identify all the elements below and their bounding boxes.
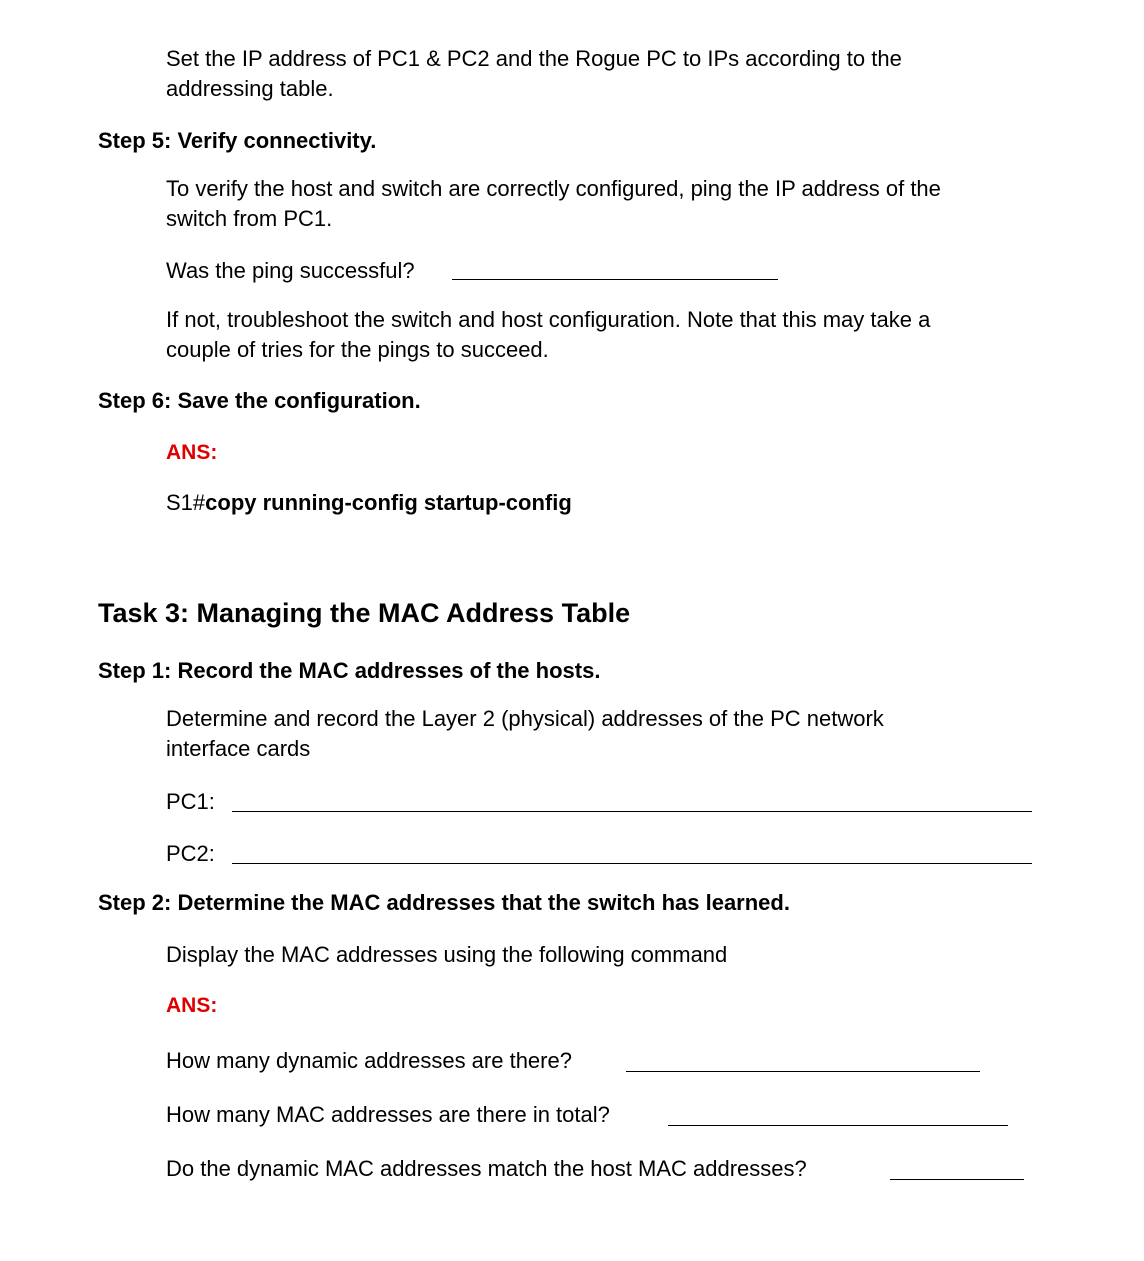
pc2-mac-blank[interactable] [232, 863, 1032, 864]
task3-step2-heading: Step 2: Determine the MAC addresses that the switch has learned. [98, 890, 790, 915]
task3-step1-heading: Step 1: Record the MAC addresses of the hosts. [98, 658, 601, 683]
mac-match-blank[interactable] [890, 1179, 1024, 1180]
ping-answer-blank[interactable] [452, 279, 778, 280]
dynamic-addresses-question: How many dynamic addresses are there? [166, 1048, 572, 1073]
step5-paragraph-line-2: switch from PC1. [166, 206, 333, 231]
mac-match-question: Do the dynamic MAC addresses match the host MAC addresses? [166, 1156, 807, 1181]
cli-command: copy running-config startup-config [205, 490, 572, 515]
pc2-mac-label: PC2: [166, 841, 215, 866]
ping-question: Was the ping successful? [166, 258, 415, 283]
pc1-mac-blank[interactable] [232, 811, 1032, 812]
step6-ans-label: ANS: [166, 441, 218, 464]
task3-step2-paragraph: Display the MAC addresses using the following command [166, 942, 728, 967]
step5-note-line-2: couple of tries for the pings to succeed. [166, 337, 549, 362]
dynamic-addresses-blank[interactable] [626, 1071, 980, 1072]
step5-paragraph-line-1: To verify the host and switch are correctly configured, ping the IP address of the [166, 176, 941, 201]
task3-step1-paragraph-line-2: interface cards [166, 736, 311, 761]
step6-heading: Step 6: Save the configuration. [98, 388, 421, 413]
intro-line-1: Set the IP address of PC1 & PC2 and the Rogue PC to IPs according to the [166, 46, 902, 71]
pc1-mac-label: PC1: [166, 789, 215, 814]
cli-prompt: S1# [166, 490, 206, 515]
total-mac-blank[interactable] [668, 1125, 1008, 1126]
step5-heading: Step 5: Verify connectivity. [98, 128, 377, 153]
total-mac-question: How many MAC addresses are there in total? [166, 1102, 610, 1127]
task3-step1-paragraph-line-1: Determine and record the Layer 2 (physical) addresses of the PC network [166, 706, 884, 731]
task3-step2-ans-label: ANS: [166, 994, 218, 1017]
task3-heading: Task 3: Managing the MAC Address Table [98, 598, 631, 628]
intro-line-2: addressing table. [166, 76, 334, 101]
step5-note-line-1: If not, troubleshoot the switch and host configuration. Note that this may take a [166, 307, 931, 332]
save-config-command [166, 488, 572, 518]
